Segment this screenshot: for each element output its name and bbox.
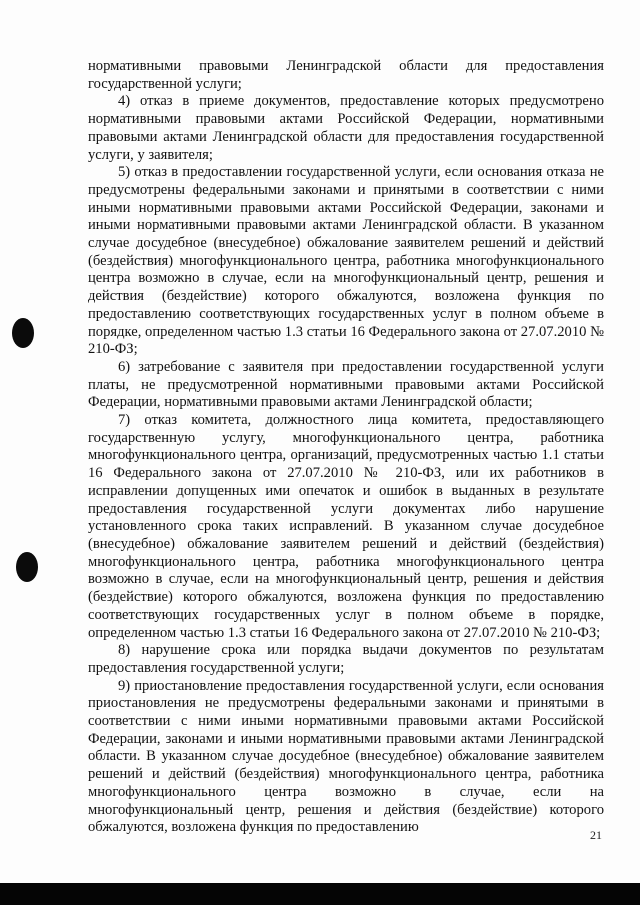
punch-hole [16,552,38,582]
paragraph-item-8: 8) нарушение срока или порядка выдачи документов по результатам предоставления государственной услуги; [88,642,604,676]
paragraph-item-5: 5) отказ в предоставлении государственной услуги, если основания отказа не предусмотрены федеральными законами и принятыми в соответствии с ними иными нормативными правовыми актами Российской Федерации, законами и иными нормативными правовыми актами Ленинградской области. В указанном случае досудебное (внесудебное) обжалование заявителем решений и действий (бездействия) многофункционального центра, работника многофункционального центра возможно в случае, если на многофункциональный центр, решения и действия (бездействие) которого обжалуются, возложена функция по предоставлению соответствующих государственных услуг в полном объеме в порядке, определенном частью 1.3 статьи 16 Федерального закона от 27.07.2010 № 210-ФЗ; [88,164,604,358]
paragraph-item-6: 6) затребование с заявителя при предоставлении государственной услуги платы, не предусмотренной нормативными правовыми актами Российской Федерации, нормативными правовыми актами Ленинградской области; [88,358,604,411]
paragraph-item-7: 7) отказ комитета, должностного лица комитета, предоставляющего государственную услугу, многофункционального центра, работника многофункционального центра, организаций, предусмотренных частью 1.1 статьи 16 Федерального закона от 27.07.2010 № 210-ФЗ, или их работников в исправлении допущенных ими опечаток и ошибок в выданных в результате предоставления государственной услуги документах либо нарушение установленного срока таких исправлений. В указанном случае досудебное (внесудебное) обжалование заявителем решений и действий (бездействия) многофункционального центра, работника многофункционального центра возможно в случае, если на многофункциональный центр, решения и действия (бездействие) которого обжалуются, возложена функция по предоставлению соответствующих государственных услуг в полном объеме в порядке, определенном частью 1.3 статьи 16 Федерального закона от 27.07.2010 № 210-ФЗ; [88,412,604,641]
document-body [88,58,604,837]
page-number: 21 [590,828,602,842]
scan-edge-bar [0,883,640,905]
paragraph-continuation: нормативными правовыми Ленинградской области для предоставления государственной услуги; [88,58,604,92]
paragraph-item-4: 4) отказ в приеме документов, предоставление которых предусмотрено нормативными правовыми актами Российской Федерации, нормативными правовыми актами Ленинградской области для предоставления государственной услуги, у заявителя; [88,93,604,163]
paragraph-item-9: 9) приостановление предоставления государственной услуги, если основания приостановления не предусмотрены федеральными законами и принятыми в соответствии с ними иными нормативными правовыми актами Российской Федерации, законами и иными нормативными правовыми актами Ленинградской области. В указанном случае досудебное (внесудебное) обжалование заявителем решений и действий (бездействия) многофункционального центра, работника многофункционального центра возможно в случае, если на многофункциональный центр, решения и действия (бездействие) которого обжалуются, возложена функция по предоставлению [88,677,604,836]
punch-hole [12,318,34,348]
